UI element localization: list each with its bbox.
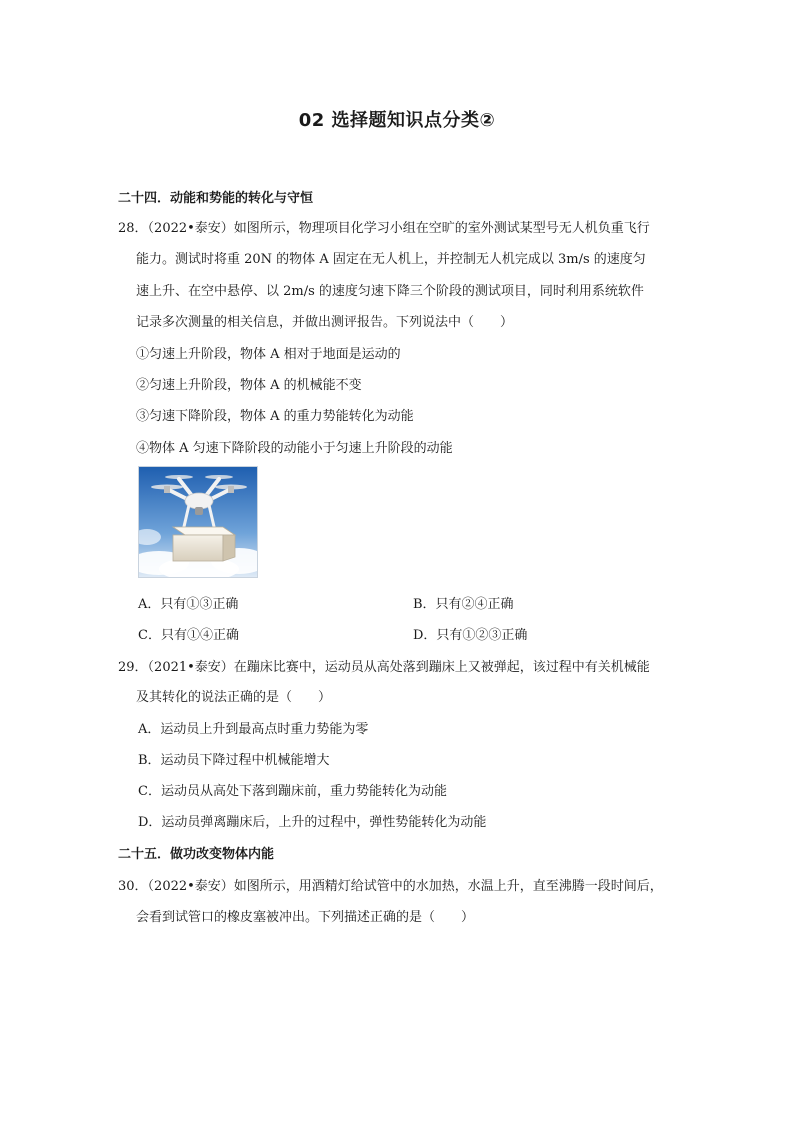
section-heading-24: 二十四．动能和势能的转化与守恒 xyxy=(118,191,314,206)
question-text-line: 30．（2022•泰安）如图所示，用酒精灯给试管中的水加热，水温上升，直至沸腾一段时间后， xyxy=(118,879,663,894)
option-b[interactable]: B．运动员下降过程中机械能增大 xyxy=(138,753,330,768)
drone-figure xyxy=(138,466,258,578)
drone-carrying-box-illustration xyxy=(139,467,257,577)
question-text-line: 28．（2022•泰安）如图所示，物理项目化学习小组在空旷的室外测试某型号无人机负重飞行 xyxy=(118,221,650,236)
statement-2: ②匀速上升阶段，物体 A 的机械能不变 xyxy=(136,378,362,393)
page-title: 02 选择题知识点分类② xyxy=(298,110,496,131)
option-b[interactable]: B．只有②④正确 xyxy=(413,597,514,612)
option-a[interactable]: A．只有①③正确 xyxy=(138,597,239,612)
option-d[interactable]: D．运动员弹离蹦床后，上升的过程中，弹性势能转化为动能 xyxy=(138,815,487,830)
option-c[interactable]: C．运动员从高处下落到蹦床前，重力势能转化为动能 xyxy=(138,784,447,799)
question-text-line: 29．（2021•泰安）在蹦床比赛中，运动员从高处落到蹦床上又被弹起，该过程中有关机械能 xyxy=(118,660,650,675)
question-text-line: 记录多次测量的相关信息，并做出测评报告。下列说法中（ ） xyxy=(136,315,514,330)
statement-3: ③匀速下降阶段，物体 A 的重力势能转化为动能 xyxy=(136,409,414,424)
statement-4: ④物体 A 匀速下降阶段的动能小于匀速上升阶段的动能 xyxy=(136,441,453,456)
option-a[interactable]: A．运动员上升到最高点时重力势能为零 xyxy=(138,722,369,737)
statement-1: ①匀速上升阶段，物体 A 相对于地面是运动的 xyxy=(136,347,401,362)
question-text-line: 速上升、在空中悬停、以 2m/s 的速度匀速下降三个阶段的测试项目，同时利用系统软件 xyxy=(136,284,644,299)
question-text-line: 及其转化的说法正确的是（ ） xyxy=(136,690,332,705)
option-c[interactable]: C．只有①④正确 xyxy=(138,628,239,643)
question-text-line: 会看到试管口的橡皮塞被冲出。下列描述正确的是（ ） xyxy=(136,910,475,925)
question-text-line: 能力。测试时将重 20N 的物体 A 固定在无人机上，并控制无人机完成以 3m/s 的速度匀 xyxy=(136,252,646,267)
option-d[interactable]: D．只有①②③正确 xyxy=(413,628,528,643)
section-heading-25: 二十五．做功改变物体内能 xyxy=(118,847,275,862)
